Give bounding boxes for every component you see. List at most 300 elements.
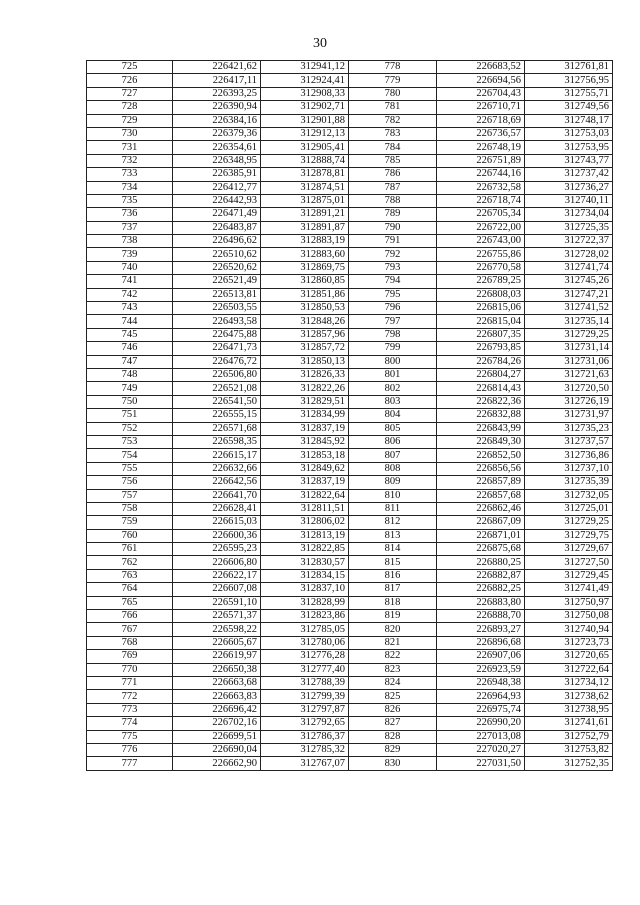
y-coordinate-left-cell: 312857,96 xyxy=(261,328,349,341)
coordinates-table-body xyxy=(87,61,613,771)
point-number-left-cell: 751 xyxy=(87,409,173,422)
point-number-left-cell: 744 xyxy=(87,315,173,328)
y-coordinate-right-cell: 312750,08 xyxy=(525,610,613,623)
table-row xyxy=(87,757,613,770)
x-coordinate-right-cell: 226815,06 xyxy=(437,302,525,315)
x-coordinate-right-cell: 226718,69 xyxy=(437,114,525,127)
x-coordinate-left-cell: 226650,38 xyxy=(173,663,261,676)
point-number-right-cell: 785 xyxy=(349,154,437,167)
y-coordinate-right-cell: 312737,42 xyxy=(525,168,613,181)
x-coordinate-right-cell: 226743,00 xyxy=(437,235,525,248)
point-number-left-cell: 731 xyxy=(87,141,173,154)
x-coordinate-left-cell: 226702,16 xyxy=(173,717,261,730)
point-number-left-cell: 771 xyxy=(87,676,173,689)
table-row xyxy=(87,168,613,181)
point-number-left-cell: 746 xyxy=(87,342,173,355)
point-number-left-cell: 742 xyxy=(87,288,173,301)
y-coordinate-left-cell: 312826,33 xyxy=(261,368,349,381)
y-coordinate-left-cell: 312891,21 xyxy=(261,208,349,221)
point-number-left-cell: 777 xyxy=(87,757,173,770)
x-coordinate-right-cell: 226755,86 xyxy=(437,248,525,261)
y-coordinate-left-cell: 312888,74 xyxy=(261,154,349,167)
y-coordinate-right-cell: 312737,10 xyxy=(525,462,613,475)
point-number-right-cell: 819 xyxy=(349,610,437,623)
table-row xyxy=(87,288,613,301)
x-coordinate-left-cell: 226390,94 xyxy=(173,101,261,114)
y-coordinate-right-cell: 312735,39 xyxy=(525,476,613,489)
y-coordinate-right-cell: 312720,65 xyxy=(525,650,613,663)
y-coordinate-right-cell: 312726,19 xyxy=(525,395,613,408)
point-number-left-cell: 750 xyxy=(87,395,173,408)
y-coordinate-right-cell: 312735,14 xyxy=(525,315,613,328)
y-coordinate-right-cell: 312738,62 xyxy=(525,690,613,703)
table-row xyxy=(87,623,613,636)
point-number-left-cell: 767 xyxy=(87,623,173,636)
x-coordinate-right-cell: 226843,99 xyxy=(437,422,525,435)
table-row xyxy=(87,462,613,475)
point-number-right-cell: 813 xyxy=(349,529,437,542)
point-number-right-cell: 782 xyxy=(349,114,437,127)
point-number-left-cell: 766 xyxy=(87,610,173,623)
point-number-right-cell: 824 xyxy=(349,676,437,689)
y-coordinate-left-cell: 312834,99 xyxy=(261,409,349,422)
y-coordinate-left-cell: 312828,99 xyxy=(261,596,349,609)
point-number-right-cell: 792 xyxy=(349,248,437,261)
table-row xyxy=(87,543,613,556)
x-coordinate-left-cell: 226591,10 xyxy=(173,596,261,609)
point-number-right-cell: 795 xyxy=(349,288,437,301)
x-coordinate-left-cell: 226555,15 xyxy=(173,409,261,422)
x-coordinate-left-cell: 226605,67 xyxy=(173,636,261,649)
x-coordinate-left-cell: 226699,51 xyxy=(173,730,261,743)
point-number-right-cell: 810 xyxy=(349,489,437,502)
point-number-right-cell: 825 xyxy=(349,690,437,703)
point-number-right-cell: 793 xyxy=(349,261,437,274)
y-coordinate-right-cell: 312749,56 xyxy=(525,101,613,114)
point-number-left-cell: 760 xyxy=(87,529,173,542)
x-coordinate-right-cell: 227013,08 xyxy=(437,730,525,743)
y-coordinate-right-cell: 312752,79 xyxy=(525,730,613,743)
point-number-left-cell: 772 xyxy=(87,690,173,703)
point-number-right-cell: 806 xyxy=(349,435,437,448)
x-coordinate-left-cell: 226475,88 xyxy=(173,328,261,341)
x-coordinate-right-cell: 226975,74 xyxy=(437,703,525,716)
point-number-right-cell: 818 xyxy=(349,596,437,609)
x-coordinate-left-cell: 226412,77 xyxy=(173,181,261,194)
point-number-left-cell: 726 xyxy=(87,74,173,87)
y-coordinate-right-cell: 312740,94 xyxy=(525,623,613,636)
point-number-left-cell: 740 xyxy=(87,261,173,274)
point-number-right-cell: 815 xyxy=(349,556,437,569)
point-number-right-cell: 827 xyxy=(349,717,437,730)
point-number-right-cell: 812 xyxy=(349,516,437,529)
x-coordinate-left-cell: 226521,08 xyxy=(173,382,261,395)
y-coordinate-left-cell: 312848,26 xyxy=(261,315,349,328)
x-coordinate-left-cell: 226513,81 xyxy=(173,288,261,301)
y-coordinate-right-cell: 312731,06 xyxy=(525,355,613,368)
table-row xyxy=(87,315,613,328)
y-coordinate-left-cell: 312837,19 xyxy=(261,422,349,435)
x-coordinate-left-cell: 226393,25 xyxy=(173,87,261,100)
table-row xyxy=(87,355,613,368)
x-coordinate-left-cell: 226632,66 xyxy=(173,462,261,475)
point-number-left-cell: 761 xyxy=(87,543,173,556)
point-number-left-cell: 756 xyxy=(87,476,173,489)
point-number-left-cell: 773 xyxy=(87,703,173,716)
y-coordinate-left-cell: 312785,05 xyxy=(261,623,349,636)
point-number-left-cell: 730 xyxy=(87,127,173,140)
x-coordinate-left-cell: 226471,73 xyxy=(173,342,261,355)
point-number-right-cell: 830 xyxy=(349,757,437,770)
x-coordinate-right-cell: 226893,27 xyxy=(437,623,525,636)
y-coordinate-right-cell: 312750,97 xyxy=(525,596,613,609)
point-number-right-cell: 798 xyxy=(349,328,437,341)
y-coordinate-right-cell: 312731,97 xyxy=(525,409,613,422)
x-coordinate-right-cell: 226736,57 xyxy=(437,127,525,140)
y-coordinate-right-cell: 312723,73 xyxy=(525,636,613,649)
table-row xyxy=(87,275,613,288)
x-coordinate-right-cell: 226744,16 xyxy=(437,168,525,181)
y-coordinate-right-cell: 312729,25 xyxy=(525,516,613,529)
y-coordinate-right-cell: 312736,86 xyxy=(525,449,613,462)
x-coordinate-right-cell: 226704,43 xyxy=(437,87,525,100)
y-coordinate-left-cell: 312912,13 xyxy=(261,127,349,140)
x-coordinate-left-cell: 226493,58 xyxy=(173,315,261,328)
x-coordinate-right-cell: 226807,35 xyxy=(437,328,525,341)
x-coordinate-right-cell: 226815,04 xyxy=(437,315,525,328)
x-coordinate-left-cell: 226641,70 xyxy=(173,489,261,502)
x-coordinate-right-cell: 226948,38 xyxy=(437,676,525,689)
point-number-right-cell: 814 xyxy=(349,543,437,556)
y-coordinate-left-cell: 312837,19 xyxy=(261,476,349,489)
x-coordinate-left-cell: 226483,87 xyxy=(173,221,261,234)
y-coordinate-left-cell: 312799,39 xyxy=(261,690,349,703)
point-number-right-cell: 781 xyxy=(349,101,437,114)
table-row xyxy=(87,610,613,623)
point-number-left-cell: 754 xyxy=(87,449,173,462)
x-coordinate-right-cell: 226710,71 xyxy=(437,101,525,114)
x-coordinate-left-cell: 226662,90 xyxy=(173,757,261,770)
x-coordinate-right-cell: 226888,70 xyxy=(437,610,525,623)
y-coordinate-right-cell: 312725,01 xyxy=(525,502,613,515)
table-row xyxy=(87,395,613,408)
point-number-right-cell: 783 xyxy=(349,127,437,140)
y-coordinate-right-cell: 312731,14 xyxy=(525,342,613,355)
table-row xyxy=(87,342,613,355)
y-coordinate-right-cell: 312727,50 xyxy=(525,556,613,569)
y-coordinate-right-cell: 312736,27 xyxy=(525,181,613,194)
x-coordinate-right-cell: 226852,50 xyxy=(437,449,525,462)
point-number-right-cell: 804 xyxy=(349,409,437,422)
y-coordinate-left-cell: 312811,51 xyxy=(261,502,349,515)
y-coordinate-right-cell: 312732,05 xyxy=(525,489,613,502)
point-number-left-cell: 758 xyxy=(87,502,173,515)
y-coordinate-right-cell: 312755,71 xyxy=(525,87,613,100)
table-row xyxy=(87,502,613,515)
table-row xyxy=(87,74,613,87)
point-number-left-cell: 725 xyxy=(87,61,173,74)
table-row xyxy=(87,449,613,462)
table-row xyxy=(87,650,613,663)
x-coordinate-left-cell: 226471,49 xyxy=(173,208,261,221)
x-coordinate-left-cell: 226615,17 xyxy=(173,449,261,462)
table-row xyxy=(87,127,613,140)
table-row xyxy=(87,476,613,489)
x-coordinate-right-cell: 226990,20 xyxy=(437,717,525,730)
point-number-left-cell: 753 xyxy=(87,435,173,448)
x-coordinate-left-cell: 226619,97 xyxy=(173,650,261,663)
y-coordinate-left-cell: 312883,19 xyxy=(261,235,349,248)
table-row xyxy=(87,703,613,716)
y-coordinate-right-cell: 312721,63 xyxy=(525,368,613,381)
y-coordinate-left-cell: 312829,51 xyxy=(261,395,349,408)
table-row xyxy=(87,690,613,703)
table-row xyxy=(87,569,613,582)
y-coordinate-left-cell: 312777,40 xyxy=(261,663,349,676)
x-coordinate-right-cell: 226718,74 xyxy=(437,194,525,207)
y-coordinate-left-cell: 312792,65 xyxy=(261,717,349,730)
point-number-left-cell: 769 xyxy=(87,650,173,663)
point-number-right-cell: 805 xyxy=(349,422,437,435)
point-number-right-cell: 784 xyxy=(349,141,437,154)
x-coordinate-right-cell: 226808,03 xyxy=(437,288,525,301)
y-coordinate-left-cell: 312878,81 xyxy=(261,168,349,181)
y-coordinate-left-cell: 312941,12 xyxy=(261,61,349,74)
table-row xyxy=(87,422,613,435)
y-coordinate-left-cell: 312786,37 xyxy=(261,730,349,743)
x-coordinate-left-cell: 226385,91 xyxy=(173,168,261,181)
point-number-left-cell: 743 xyxy=(87,302,173,315)
x-coordinate-left-cell: 226521,49 xyxy=(173,275,261,288)
y-coordinate-left-cell: 312891,87 xyxy=(261,221,349,234)
x-coordinate-left-cell: 226615,03 xyxy=(173,516,261,529)
y-coordinate-left-cell: 312806,02 xyxy=(261,516,349,529)
y-coordinate-right-cell: 312735,23 xyxy=(525,422,613,435)
point-number-left-cell: 741 xyxy=(87,275,173,288)
table-row xyxy=(87,409,613,422)
x-coordinate-right-cell: 226862,46 xyxy=(437,502,525,515)
point-number-right-cell: 788 xyxy=(349,194,437,207)
y-coordinate-right-cell: 312753,95 xyxy=(525,141,613,154)
y-coordinate-right-cell: 312761,81 xyxy=(525,61,613,74)
point-number-right-cell: 829 xyxy=(349,743,437,756)
y-coordinate-right-cell: 312729,45 xyxy=(525,569,613,582)
point-number-left-cell: 735 xyxy=(87,194,173,207)
y-coordinate-right-cell: 312729,67 xyxy=(525,543,613,556)
x-coordinate-left-cell: 226606,80 xyxy=(173,556,261,569)
y-coordinate-left-cell: 312850,53 xyxy=(261,302,349,315)
x-coordinate-right-cell: 226883,80 xyxy=(437,596,525,609)
point-number-right-cell: 821 xyxy=(349,636,437,649)
point-number-right-cell: 811 xyxy=(349,502,437,515)
table-row xyxy=(87,208,613,221)
point-number-left-cell: 764 xyxy=(87,583,173,596)
table-row xyxy=(87,181,613,194)
x-coordinate-right-cell: 227031,50 xyxy=(437,757,525,770)
y-coordinate-right-cell: 312741,49 xyxy=(525,583,613,596)
x-coordinate-left-cell: 226628,41 xyxy=(173,502,261,515)
point-number-left-cell: 728 xyxy=(87,101,173,114)
y-coordinate-right-cell: 312738,95 xyxy=(525,703,613,716)
table-row xyxy=(87,717,613,730)
point-number-left-cell: 736 xyxy=(87,208,173,221)
y-coordinate-left-cell: 312823,86 xyxy=(261,610,349,623)
point-number-right-cell: 803 xyxy=(349,395,437,408)
x-coordinate-right-cell: 226784,26 xyxy=(437,355,525,368)
y-coordinate-left-cell: 312845,92 xyxy=(261,435,349,448)
y-coordinate-left-cell: 312905,41 xyxy=(261,141,349,154)
point-number-left-cell: 765 xyxy=(87,596,173,609)
y-coordinate-left-cell: 312822,26 xyxy=(261,382,349,395)
point-number-left-cell: 732 xyxy=(87,154,173,167)
x-coordinate-right-cell: 226770,58 xyxy=(437,261,525,274)
y-coordinate-left-cell: 312850,13 xyxy=(261,355,349,368)
x-coordinate-right-cell: 226964,93 xyxy=(437,690,525,703)
point-number-left-cell: 739 xyxy=(87,248,173,261)
table-row xyxy=(87,141,613,154)
point-number-left-cell: 759 xyxy=(87,516,173,529)
x-coordinate-right-cell: 226832,88 xyxy=(437,409,525,422)
table-row xyxy=(87,87,613,100)
x-coordinate-left-cell: 226642,56 xyxy=(173,476,261,489)
point-number-left-cell: 733 xyxy=(87,168,173,181)
x-coordinate-right-cell: 226751,89 xyxy=(437,154,525,167)
point-number-right-cell: 817 xyxy=(349,583,437,596)
point-number-left-cell: 727 xyxy=(87,87,173,100)
point-number-right-cell: 797 xyxy=(349,315,437,328)
point-number-right-cell: 828 xyxy=(349,730,437,743)
y-coordinate-left-cell: 312860,85 xyxy=(261,275,349,288)
point-number-right-cell: 790 xyxy=(349,221,437,234)
point-number-left-cell: 734 xyxy=(87,181,173,194)
y-coordinate-right-cell: 312725,35 xyxy=(525,221,613,234)
point-number-right-cell: 808 xyxy=(349,462,437,475)
x-coordinate-right-cell: 226748,19 xyxy=(437,141,525,154)
x-coordinate-left-cell: 226690,04 xyxy=(173,743,261,756)
x-coordinate-left-cell: 226622,17 xyxy=(173,569,261,582)
x-coordinate-left-cell: 226348,95 xyxy=(173,154,261,167)
x-coordinate-right-cell: 226867,09 xyxy=(437,516,525,529)
coordinates-table xyxy=(86,60,613,771)
table-row xyxy=(87,435,613,448)
table-row xyxy=(87,529,613,542)
point-number-left-cell: 776 xyxy=(87,743,173,756)
x-coordinate-right-cell: 226694,56 xyxy=(437,74,525,87)
y-coordinate-right-cell: 312747,21 xyxy=(525,288,613,301)
x-coordinate-right-cell: 226882,87 xyxy=(437,569,525,582)
point-number-left-cell: 762 xyxy=(87,556,173,569)
x-coordinate-left-cell: 226571,68 xyxy=(173,422,261,435)
y-coordinate-left-cell: 312834,15 xyxy=(261,569,349,582)
y-coordinate-right-cell: 312728,02 xyxy=(525,248,613,261)
table-row xyxy=(87,583,613,596)
table-row xyxy=(87,743,613,756)
y-coordinate-left-cell: 312822,64 xyxy=(261,489,349,502)
point-number-left-cell: 768 xyxy=(87,636,173,649)
y-coordinate-left-cell: 312849,62 xyxy=(261,462,349,475)
x-coordinate-left-cell: 226506,80 xyxy=(173,368,261,381)
point-number-right-cell: 823 xyxy=(349,663,437,676)
x-coordinate-left-cell: 226600,36 xyxy=(173,529,261,542)
x-coordinate-right-cell: 226923,59 xyxy=(437,663,525,676)
table-row xyxy=(87,235,613,248)
point-number-right-cell: 787 xyxy=(349,181,437,194)
table-row xyxy=(87,663,613,676)
table-row xyxy=(87,114,613,127)
point-number-left-cell: 755 xyxy=(87,462,173,475)
table-row xyxy=(87,676,613,689)
y-coordinate-right-cell: 312734,04 xyxy=(525,208,613,221)
point-number-left-cell: 775 xyxy=(87,730,173,743)
x-coordinate-left-cell: 226384,16 xyxy=(173,114,261,127)
point-number-left-cell: 752 xyxy=(87,422,173,435)
y-coordinate-left-cell: 312785,32 xyxy=(261,743,349,756)
table-row xyxy=(87,489,613,502)
x-coordinate-left-cell: 226417,11 xyxy=(173,74,261,87)
x-coordinate-left-cell: 226607,08 xyxy=(173,583,261,596)
y-coordinate-right-cell: 312748,17 xyxy=(525,114,613,127)
y-coordinate-left-cell: 312797,87 xyxy=(261,703,349,716)
x-coordinate-left-cell: 226598,22 xyxy=(173,623,261,636)
point-number-left-cell: 738 xyxy=(87,235,173,248)
point-number-left-cell: 749 xyxy=(87,382,173,395)
point-number-left-cell: 745 xyxy=(87,328,173,341)
y-coordinate-left-cell: 312780,06 xyxy=(261,636,349,649)
table-row xyxy=(87,596,613,609)
x-coordinate-right-cell: 226857,68 xyxy=(437,489,525,502)
x-coordinate-right-cell: 226857,89 xyxy=(437,476,525,489)
y-coordinate-left-cell: 312788,39 xyxy=(261,676,349,689)
x-coordinate-left-cell: 226421,62 xyxy=(173,61,261,74)
table-row xyxy=(87,248,613,261)
y-coordinate-right-cell: 312752,35 xyxy=(525,757,613,770)
x-coordinate-left-cell: 226510,62 xyxy=(173,248,261,261)
table-row xyxy=(87,556,613,569)
table-row xyxy=(87,382,613,395)
table-row xyxy=(87,368,613,381)
point-number-right-cell: 807 xyxy=(349,449,437,462)
point-number-right-cell: 816 xyxy=(349,569,437,582)
y-coordinate-right-cell: 312741,52 xyxy=(525,302,613,315)
y-coordinate-left-cell: 312874,51 xyxy=(261,181,349,194)
y-coordinate-left-cell: 312853,18 xyxy=(261,449,349,462)
table-row xyxy=(87,636,613,649)
x-coordinate-right-cell: 226705,34 xyxy=(437,208,525,221)
y-coordinate-right-cell: 312745,26 xyxy=(525,275,613,288)
page-number: 30 xyxy=(313,36,327,51)
point-number-left-cell: 737 xyxy=(87,221,173,234)
y-coordinate-left-cell: 312767,07 xyxy=(261,757,349,770)
x-coordinate-right-cell: 227020,27 xyxy=(437,743,525,756)
x-coordinate-left-cell: 226541,50 xyxy=(173,395,261,408)
y-coordinate-right-cell: 312756,95 xyxy=(525,74,613,87)
x-coordinate-left-cell: 226379,36 xyxy=(173,127,261,140)
table-row xyxy=(87,61,613,74)
y-coordinate-right-cell: 312753,82 xyxy=(525,743,613,756)
y-coordinate-left-cell: 312883,60 xyxy=(261,248,349,261)
x-coordinate-left-cell: 226696,42 xyxy=(173,703,261,716)
point-number-left-cell: 748 xyxy=(87,368,173,381)
x-coordinate-right-cell: 226789,25 xyxy=(437,275,525,288)
y-coordinate-right-cell: 312720,50 xyxy=(525,382,613,395)
y-coordinate-left-cell: 312908,33 xyxy=(261,87,349,100)
table-row xyxy=(87,730,613,743)
y-coordinate-left-cell: 312924,41 xyxy=(261,74,349,87)
y-coordinate-left-cell: 312830,57 xyxy=(261,556,349,569)
x-coordinate-right-cell: 226804,27 xyxy=(437,368,525,381)
y-coordinate-right-cell: 312740,11 xyxy=(525,194,613,207)
x-coordinate-left-cell: 226598,35 xyxy=(173,435,261,448)
